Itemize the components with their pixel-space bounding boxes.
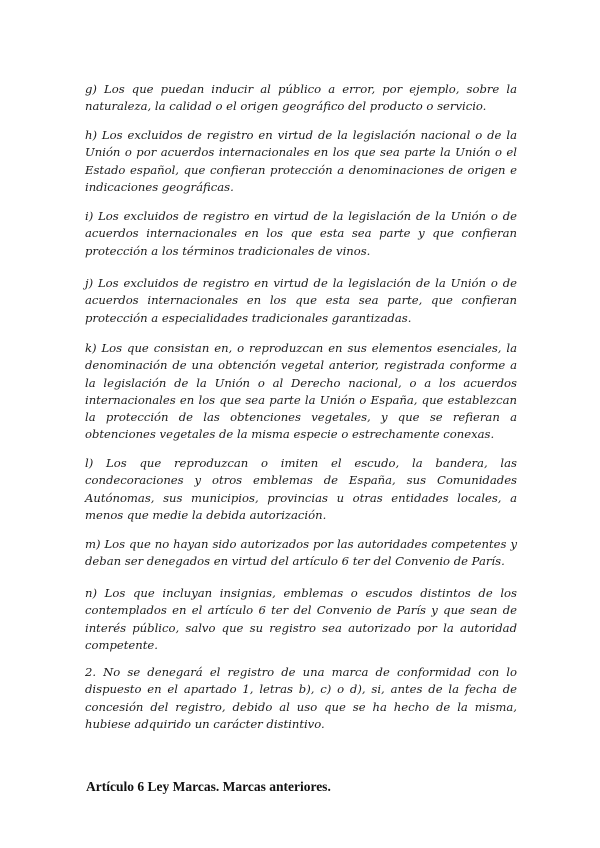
paragraph-h: h) Los excluidos de registro en virtud de la legislación nacional o de la Unión o por acuerdos internacionales en los que sea parte la Unión o el Estado español, que confieran protección a denominaciones de origen e indicaciones geográficas. <box>85 128 517 194</box>
paragraph-i: i) Los excluidos de registro en virtud de la legislación de la Unión o de acuerdos internacionales en los que esta sea parte y que confieran protección a los términos tradicionales de vinos. <box>85 209 517 258</box>
paragraph-n: n) Los que incluyan insignias, emblemas o escudos distintos de los contemplados en el artículo 6 ter del Convenio de París y que sean de interés público, salvo que su registro sea autorizado por la autoridad competente. <box>85 586 517 652</box>
article-heading: Artículo 6 Ley Marcas. Marcas anteriores. <box>86 779 331 794</box>
paragraph-k: k) Los que consistan en, o reproduzcan en sus elementos esenciales, la denominación de una obtención vegetal anterior, registrada conforme a la legislación de la Unión o al Derecho nacional, o a los acuerdos internacionales en los que sea parte la Unión o España, que establezcan la protección de las obtenciones vegetales, y que se refieran a obtenciones vegetales de la misma especie o estrechamente conexas. <box>85 341 517 442</box>
paragraph-j: j) Los excluidos de registro en virtud de la legislación de la Unión o de acuerdos internacionales en los que esta sea parte, que confieran protección a especialidades tradicionales garantizadas. <box>85 276 517 325</box>
paragraph-l: l) Los que reproduzcan o imiten el escudo, la bandera, las condecoraciones y otros emblemas de España, sus Comunidades Autónomas, sus municipios, provincias u otras entidades locales, a menos que medie la debida autorización. <box>85 456 517 522</box>
paragraph-g: g) Los que puedan inducir al público a error, por ejemplo, sobre la naturaleza, la calidad o el origen geográfico del producto o servicio. <box>85 82 517 114</box>
paragraph-m: m) Los que no hayan sido autorizados por las autoridades competentes y deban ser denegados en virtud del artículo 6 ter del Convenio de París. <box>85 537 517 569</box>
paragraph-2: 2. No se denegará el registro de una marca de conformidad con lo dispuesto en el apartado 1, letras b), c) o d), si, antes de la fecha de concesión del registro, debido al uso que se ha hecho de la misma, hubiese adquirido un carácter distintivo. <box>85 665 517 731</box>
